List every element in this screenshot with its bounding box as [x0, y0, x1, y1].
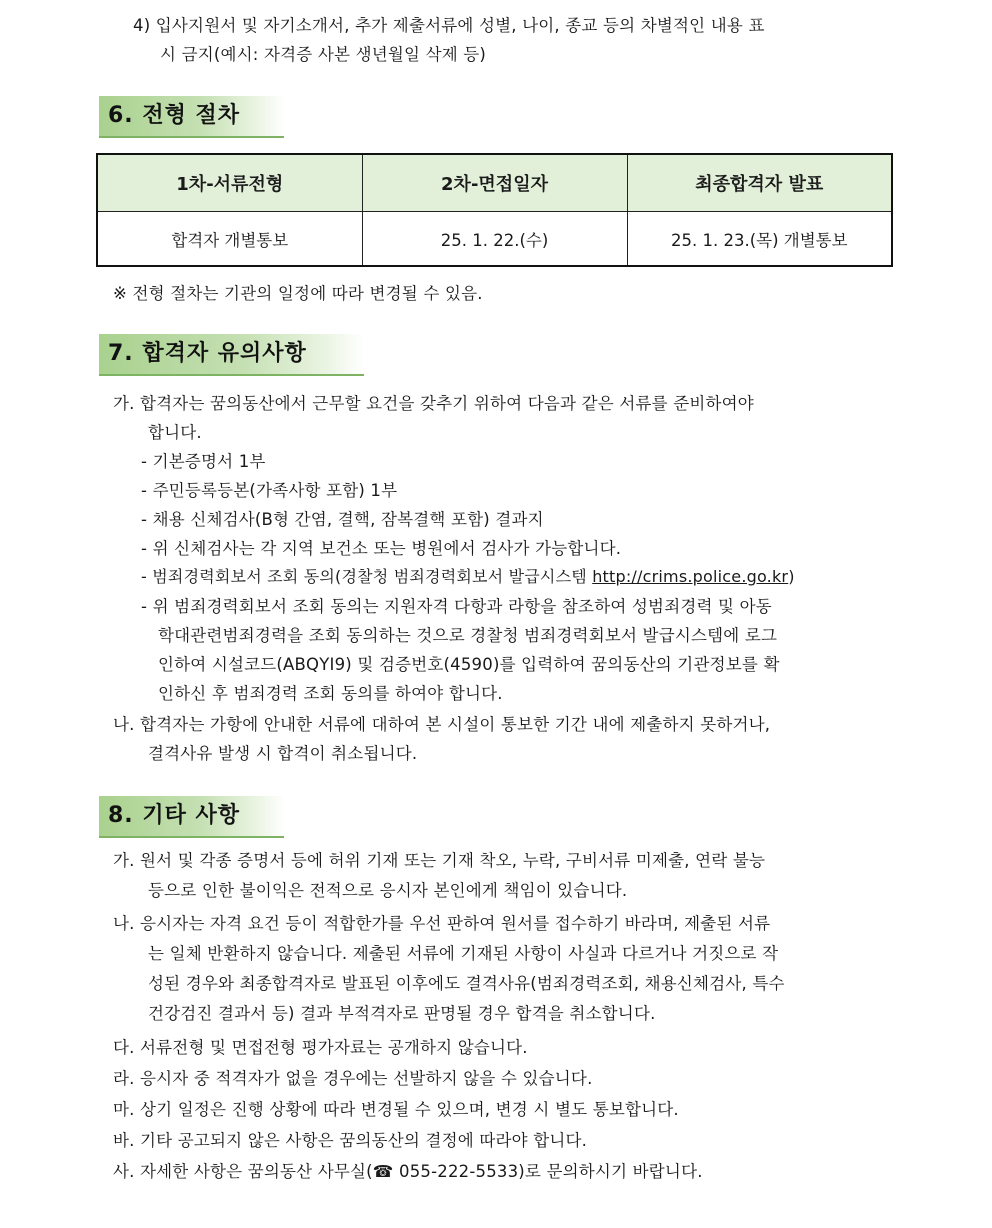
section-6-title: 6. 전형 절차	[99, 96, 284, 138]
section-7-item-ga-line-2: 합니다.	[148, 423, 202, 442]
schedule-cell: 25. 1. 22.(수)	[362, 212, 627, 267]
schedule-header-cell: 2차-면접일자	[362, 154, 627, 212]
schedule-header-cell: 1차-서류전형	[97, 154, 362, 212]
criminal-record-prefix: - 범죄경력회보서 조회 동의(경찰청 범죄경력회보서 발급시스템	[141, 567, 593, 586]
section-8-line: 는 일체 반환하지 않습니다. 제출된 서류에 기재된 사항이 사실과 다르거나 거짓으로 작	[148, 944, 779, 963]
section-8-line: 다. 서류전형 및 면접전형 평가자료는 공개하지 않습니다.	[113, 1038, 528, 1057]
consent-detail-line: 인하신 후 범죄경력 조회 동의를 하여야 합니다.	[158, 684, 503, 703]
consent-detail-line: - 위 범죄경력회보서 조회 동의는 지원자격 다항과 라항을 참조하여 성범죄경력 및 아동	[141, 597, 772, 616]
schedule-data-row	[97, 212, 892, 267]
section-8-line: 바. 기타 공고되지 않은 사항은 꿈의동산의 결정에 따라야 합니다.	[113, 1131, 588, 1150]
crims-link[interactable]: http://crims.police.go.kr	[592, 567, 789, 586]
schedule-note: ※ 전형 절차는 기관의 일정에 따라 변경될 수 있음.	[113, 284, 483, 303]
schedule-header-row	[97, 154, 892, 212]
criminal-record-consent-line	[141, 564, 795, 587]
criminal-record-suffix: )	[788, 567, 795, 586]
required-doc-item: - 채용 신체검사(B형 간염, 결핵, 잠복결핵 포함) 결과지	[141, 510, 544, 529]
section-8-line: 라. 응시자 중 적격자가 없을 경우에는 선발하지 않을 수 있습니다.	[113, 1069, 593, 1088]
schedule-cell: 25. 1. 23.(목) 개별통보	[627, 212, 892, 267]
section-8-line: 등으로 인한 불이익은 전적으로 응시자 본인에게 책임이 있습니다.	[148, 881, 628, 900]
schedule-header-cell: 최종합격자 발표	[627, 154, 892, 212]
consent-detail-line: 인하여 시설코드(ABQYI9) 및 검증번호(4590)를 입력하여 꿈의동산의 기관정보를 확	[158, 655, 780, 674]
section-7-item-na-line-2: 결격사유 발생 시 합격이 취소됩니다.	[148, 744, 418, 763]
section-8-line: 성된 경우와 최종합격자로 발표된 이후에도 결격사유(범죄경력조회, 채용신체검사, 특수	[148, 974, 785, 993]
section-8-line: 가. 원서 및 각종 증명서 등에 허위 기재 또는 기재 착오, 누락, 구비서류 미제출, 연락 불능	[113, 851, 766, 870]
required-doc-item: - 위 신체검사는 각 지역 보건소 또는 병원에서 검사가 가능합니다.	[141, 539, 622, 558]
intro-item-4-line-1: 4) 입사지원서 및 자기소개서, 추가 제출서류에 성별, 나이, 종교 등의 차별적인 내용 표	[133, 16, 765, 35]
section-7-title: 7. 합격자 유의사항	[99, 334, 364, 376]
section-8-line: 마. 상기 일정은 진행 상황에 따라 변경될 수 있으며, 변경 시 별도 통보합니다.	[113, 1100, 679, 1119]
intro-item-4-line-2: 시 금지(예시: 자격증 사본 생년월일 삭제 등)	[160, 45, 487, 64]
section-8-line: 건강검진 결과서 등) 결과 부적격자로 판명될 경우 합격을 취소합니다.	[148, 1004, 656, 1023]
section-8-title: 8. 기타 사항	[99, 796, 284, 838]
section-7-item-ga-line-1: 가. 합격자는 꿈의동산에서 근무할 요건을 갖추기 위하여 다음과 같은 서류를 준비하여야	[113, 394, 754, 413]
section-8-line: 사. 자세한 사항은 꿈의동산 사무실(☎ 055-222-5533)로 문의하시기 바랍니다.	[113, 1162, 703, 1181]
required-doc-item: - 주민등록등본(가족사항 포함) 1부	[141, 481, 398, 500]
consent-detail-line: 학대관련범죄경력을 조회 동의하는 것으로 경찰청 범죄경력회보서 발급시스템에 로그	[158, 626, 778, 645]
section-7-item-na-line-1: 나. 합격자는 가항에 안내한 서류에 대하여 본 시설이 통보한 기간 내에 제출하지 못하거나,	[113, 715, 771, 734]
schedule-cell: 합격자 개별통보	[97, 212, 362, 267]
section-8-line: 나. 응시자는 자격 요건 등이 적합한가를 우선 판하여 원서를 접수하기 바라며, 제출된 서류	[113, 914, 771, 933]
schedule-table	[96, 153, 893, 267]
required-doc-item: - 기본증명서 1부	[141, 452, 266, 471]
